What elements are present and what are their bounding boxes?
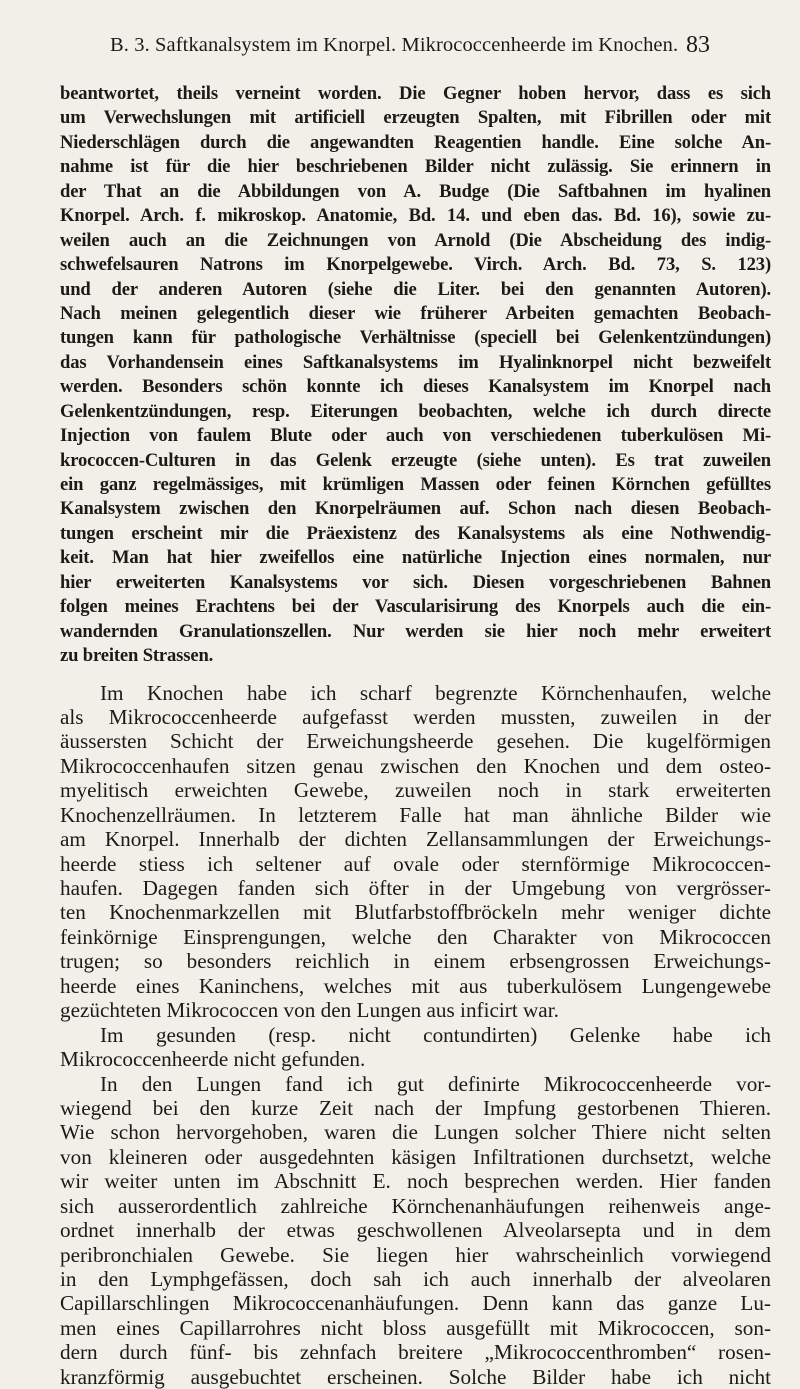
text-line: kranzförmig ausgebuchtet erscheinen. Solche Bilder habe ich nicht [60, 1364, 771, 1389]
text-line: dern durch fünf- bis zehnfach breitere „Mikrococcenthromben“ rosen- [60, 1340, 771, 1365]
text-line: men eines Capillarrohres nicht bloss ausgefüllt mit Mikrococcen, son- [60, 1315, 771, 1340]
text-line: keit. Man hat hier zweifellos eine natürliche Injection eines normalen, nur [60, 547, 771, 569]
text-line: zu breiten Strassen. [60, 645, 214, 667]
text-line: werden. Besonders schön konnte ich dieses Kanalsystem im Knorpel nach [60, 376, 771, 398]
text-line: der That an die Abbildungen von A. Budge (Die Saftbahnen im hyalinen [60, 180, 771, 202]
text-line: am Knorpel. Innerhalb der dichten Zellansammlungen der Erweichungs- [60, 827, 771, 852]
text-line: schwefelsauren Natrons im Knorpelgewebe. Virch. Arch. Bd. 73, S. 123) [60, 254, 771, 276]
text-line: wandernden Granulationszellen. Nur werden sie hier noch mehr erweitert [60, 620, 771, 642]
page-number: 83 [686, 32, 710, 58]
text-line: nahme ist für die hier beschriebenen Bilder nicht zulässig. Sie erinnern in [60, 156, 771, 178]
text-line: trugen; so besonders reichlich in einem erbsengrossen Erweichungs- [60, 949, 771, 974]
body-text [60, 82, 771, 1389]
text-line: heerde eines Kaninchens, welches mit aus tuberkulösem Lungengewebe [60, 973, 771, 998]
text-line: folgen meines Erachtens bei der Vascularisirung des Knorpels auch die ein- [60, 596, 771, 618]
text-line: um Verwechslungen mit artificiell erzeugten Spalten, mit Fibrillen oder mit [60, 107, 771, 129]
text-line: Mikrococcenheerde nicht gefunden. [60, 1047, 366, 1072]
text-line: ordnet innerhalb der etwas geschwollenen Alveolarsepta und in dem [60, 1218, 771, 1243]
running-head: B. 3. Saftkanalsystem im Knorpel. Mikrococcenheerde im Knochen. [110, 34, 679, 56]
text-line: ein ganz regelmässiges, mit krümligen Massen oder feinen Körnchen gefülltes [60, 474, 771, 495]
text-line: ten Knochenmarkzellen mit Blutfarbstoffbröckeln mehr weniger dichte [60, 900, 771, 925]
text-line: beantwortet, theils verneint worden. Die Gegner hoben hervor, dass es sich [60, 83, 771, 104]
text-line: tungen kann für pathologische Verhältnisse (speciell bei Gelenkentzündungen) [60, 327, 771, 349]
text-line: und der anderen Autoren (siehe die Liter. bei den genannten Autoren). [60, 278, 771, 300]
text-line: Injection von faulem Blute oder auch von verschiedenen tuberkulösen Mi- [60, 425, 771, 447]
text-line: Im Knochen habe ich scharf begrenzte Körnchenhaufen, welche [100, 680, 771, 705]
text-line: wir weiter unten im Abschnitt E. noch besprechen werden. Hier fanden [60, 1169, 771, 1194]
text-line: Im gesunden (resp. nicht contundirten) Gelenke habe ich [100, 1022, 771, 1047]
text-line: hier erweiterten Kanalsystems vor sich. Diesen vorgeschriebenen Bahnen [60, 571, 771, 593]
page-header [110, 34, 710, 64]
text-line: myelitisch erweichten Gewebe, zuweilen noch in stark erweiterten [60, 778, 771, 803]
text-line: Nach meinen gelegentlich dieser wie früherer Arbeiten gemachten Beobach- [60, 302, 771, 324]
text-line: Wie schon hervorgehoben, waren die Lungen solcher Thiere nicht selten [60, 1120, 771, 1145]
text-line: Knochenzellräumen. In letzterem Falle hat man ähnliche Bilder wie [60, 802, 771, 827]
text-line: Knorpel. Arch. f. mikroskop. Anatomie, Bd. 14. und eben das. Bd. 16), sowie zu- [60, 205, 771, 227]
text-line: heerde stiess ich seltener auf ovale oder sternförmige Mikrococcen- [60, 851, 771, 876]
text-line: als Mikrococcenheerde aufgefasst werden mussten, zuweilen in der [60, 704, 771, 729]
text-line: das Vorhandensein eines Saftkanalsystems im Hyalinknorpel nicht bezweifelt [60, 351, 771, 373]
text-line: weilen auch an die Zeichnungen von Arnold (Die Abscheidung des indig- [60, 229, 771, 251]
text-line: sich ausserordentlich zahlreiche Körnchenanhäufungen reihenweis ange- [60, 1193, 771, 1218]
text-line: Capillarschlingen Mikrococcenanhäufungen. Denn kann das ganze Lu- [60, 1291, 771, 1316]
text-line: krococcen-Culturen in das Gelenk erzeugte (siehe unten). Es trat zuweilen [60, 449, 771, 471]
text-line: Gelenkentzündungen, resp. Eiterungen beobachten, welche ich durch directe [60, 400, 771, 422]
text-line: wiegend bei den kurze Zeit nach der Impfung gestorbenen Thieren. [60, 1095, 771, 1120]
text-line: gezüchteten Mikrococcen von den Lungen aus inficirt war. [60, 998, 559, 1023]
text-line: äussersten Schicht der Erweichungsheerde gesehen. Die kugelförmigen [60, 729, 771, 754]
text-line: Kanalsystem zwischen den Knorpelräumen auf. Schon nach diesen Beobach- [60, 498, 771, 520]
text-line: feinkörnige Einsprengungen, welche den Charakter von Mikrococcen [60, 924, 771, 949]
text-line: in den Lymphgefässen, doch sah ich auch innerhalb der alveolaren [60, 1267, 771, 1291]
text-line: tungen erscheint mir die Präexistenz des Kanalsystems als eine Nothwendig- [60, 522, 771, 544]
text-line: peribronchialen Gewebe. Sie liegen hier wahrscheinlich vorwiegend [60, 1242, 771, 1267]
text-line: von kleineren oder ausgedehnten käsigen Infiltrationen durchsetzt, welche [60, 1144, 771, 1169]
text-line: Niederschlägen durch die angewandten Reagentien handle. Eine solche An- [60, 131, 771, 153]
text-line: Mikrococcenhaufen sitzen genau zwischen den Knochen und dem osteo- [60, 753, 771, 778]
text-line: In den Lungen fand ich gut definirte Mikrococcenheerde vor- [100, 1071, 771, 1096]
text-line: haufen. Dagegen fanden sich öfter in der Umgebung von vergrösser- [60, 876, 771, 900]
